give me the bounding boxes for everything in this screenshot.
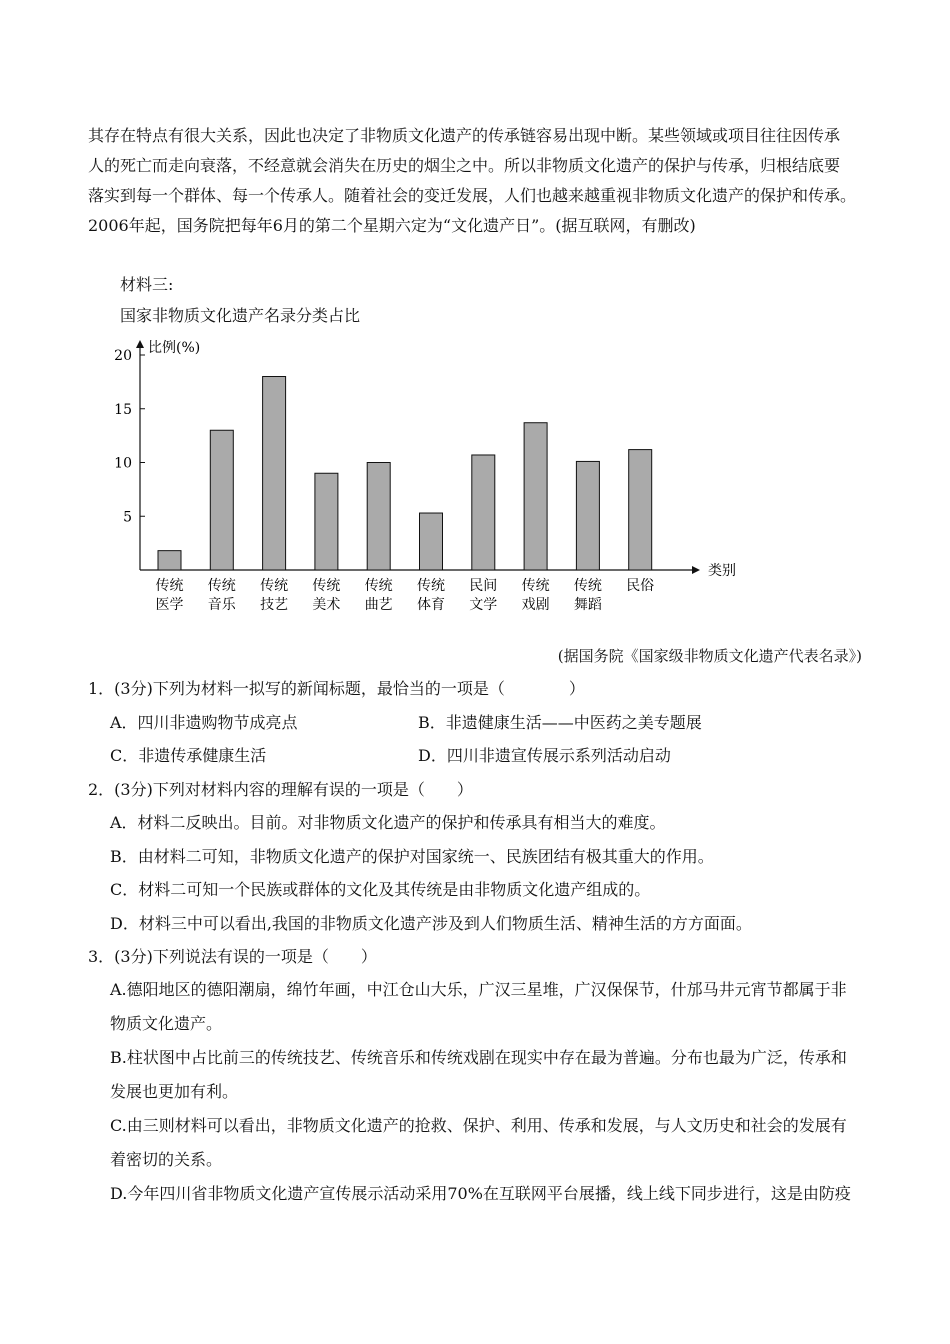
category-label: 体育 [417, 597, 445, 613]
category-label: 曲艺 [364, 597, 393, 613]
question-3-option-b[interactable] [110, 1041, 870, 1109]
category-label: 传统 [364, 578, 393, 594]
question-3-option-c[interactable] [110, 1109, 870, 1177]
y-axis-arrow [136, 340, 144, 348]
y-tick-label: 10 [114, 455, 132, 472]
option-line: A.德阳地区的德阳潮扇，绵竹年画，中江仓山大乐，广汉三星堆，广汉保保节，什邡马井元宵节都属于非 [110, 980, 847, 999]
paragraph-line: 落实到每一个群体、每一个传承人。随着社会的变迁发展，人们也越来越重视非物质文化遗产的保护和传承。 [88, 186, 857, 205]
bar [158, 551, 181, 570]
y-axis-label: 比例(%) [148, 340, 201, 356]
category-label: 文学 [469, 597, 498, 613]
bar [629, 450, 652, 570]
paragraph-line: 2006年起，国务院把每年6月的第二个星期六定为“文化遗产日”。(据互联网，有删改) [88, 216, 696, 235]
category-label: 传统 [417, 578, 445, 594]
y-tick-label: 20 [114, 348, 132, 364]
bar [367, 463, 390, 571]
question-3-options [110, 973, 870, 1211]
category-label: 音乐 [207, 597, 236, 613]
bar [576, 461, 599, 570]
question-2-option-d[interactable]: D．材料三中可以看出,我国的非物质文化遗产涉及到人们物质生活、精神生活的方方面面。 [110, 914, 752, 933]
option-line: C.由三则材料可以看出，非物质文化遗产的抢救、保护、利用、传承和发展，与人文历史和社会的发展有 [110, 1116, 847, 1135]
category-label: 传统 [207, 578, 236, 594]
bar-chart [100, 330, 740, 620]
bar [210, 430, 233, 570]
material3-label: 材料三: [120, 275, 174, 294]
paragraph-line: 人的死亡而走向衰落，不经意就会消失在历史的烟尘之中。所以非物质文化遗产的保护与传承，归根结底要 [88, 156, 841, 175]
option-line: 物质文化遗产。 [110, 1014, 223, 1033]
bar [472, 455, 495, 570]
bar [524, 423, 547, 570]
bar [263, 377, 286, 571]
category-label: 医学 [155, 597, 184, 613]
category-label: 传统 [312, 578, 341, 594]
category-label: 传统 [260, 578, 289, 594]
question-1-option-b[interactable]: B．非遗健康生活——中医药之美专题展 [418, 713, 702, 732]
bar [315, 473, 338, 570]
category-label: 美术 [312, 597, 341, 613]
category-label: 民俗 [626, 578, 655, 594]
question-1-option-c[interactable]: C．非遗传承健康生活 [110, 746, 267, 765]
option-line: D.今年四川省非物质文化遗产宣传展示活动采用70%在互联网平台展播，线上线下同步进行，这是由防疫 [110, 1184, 851, 1203]
bar [420, 513, 443, 570]
chart-title: 国家非物质文化遗产名录分类占比 [120, 306, 361, 325]
category-label: 民间 [469, 578, 498, 594]
category-label: 传统 [521, 578, 550, 594]
y-tick-label: 5 [123, 509, 132, 526]
paragraph-line: 其存在特点有很大关系，因此也决定了非物质文化遗产的传承链容易出现中断。某些领域或项目往往因传承 [88, 126, 841, 145]
question-1-stem: 1．(3分)下列为材料一拟写的新闻标题，最恰当的一项是（ ） [88, 679, 585, 698]
option-line: 发展也更加有利。 [110, 1082, 239, 1101]
question-1-option-d[interactable]: D．四川非遗宣传展示系列活动启动 [418, 746, 671, 765]
category-label: 戏剧 [521, 597, 550, 613]
material2-paragraph [88, 121, 868, 241]
question-2-option-b[interactable]: B．由材料二可知，非物质文化遗产的保护对国家统一、民族团结有极其重大的作用。 [110, 847, 714, 866]
category-label: 传统 [573, 578, 602, 594]
x-axis-arrow [692, 566, 700, 574]
category-label: 技艺 [260, 597, 289, 613]
question-3-option-a[interactable] [110, 973, 870, 1041]
question-3-option-d[interactable] [110, 1177, 870, 1211]
x-axis-label: 类别 [708, 563, 736, 579]
question-2-stem: 2．(3分)下列对材料内容的理解有误的一项是（ ） [88, 780, 473, 799]
option-line: 着密切的关系。 [110, 1150, 223, 1169]
option-line: B.柱状图中占比前三的传统技艺、传统音乐和传统戏剧在现实中存在最为普遍。分布也最为广泛，传承和 [110, 1048, 847, 1067]
question-2-option-c[interactable]: C．材料二可知一个民族或群体的文化及其传统是由非物质文化遗产组成的。 [110, 880, 651, 899]
question-2-option-a[interactable]: A．材料二反映出。目前。对非物质文化遗产的保护和传承具有相当大的难度。 [110, 813, 666, 832]
chart-source: (据国务院《国家级非物质文化遗产代表名录》) [557, 647, 862, 665]
y-tick-label: 15 [114, 401, 132, 418]
question-3-stem: 3．(3分)下列说法有误的一项是（ ） [88, 947, 377, 966]
question-1-option-a[interactable]: A．四川非遗购物节成亮点 [110, 713, 298, 732]
category-label: 传统 [155, 578, 184, 594]
category-label: 舞蹈 [573, 597, 602, 613]
